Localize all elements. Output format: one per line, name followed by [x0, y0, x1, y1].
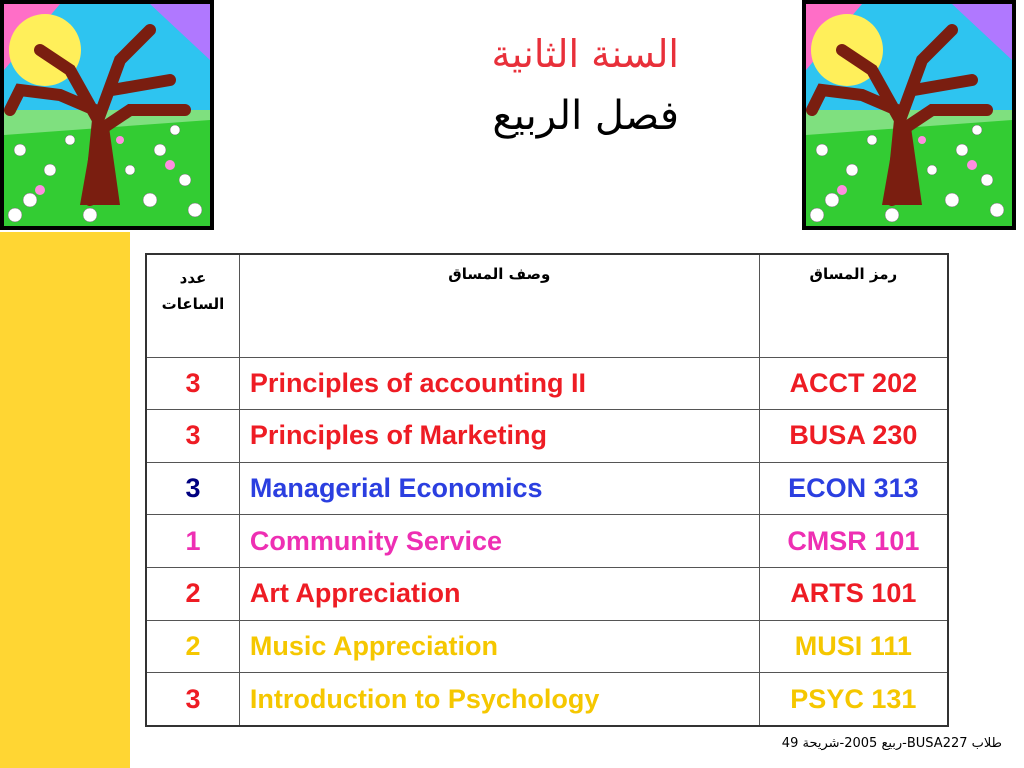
title-line-semester: فصل الربيع	[492, 93, 679, 139]
table-row	[146, 357, 948, 410]
cell-credit-hours: 3	[146, 357, 239, 410]
table-row	[146, 620, 948, 673]
cell-credit-hours: 3	[146, 462, 239, 515]
table-row	[146, 673, 948, 726]
cell-course-description: Principles of accounting II	[239, 357, 759, 410]
cell-course-description: Introduction to Psychology	[239, 673, 759, 726]
header-credit-hours	[146, 254, 239, 357]
course-table	[145, 253, 949, 727]
cell-course-code: ACCT 202	[759, 357, 948, 410]
tree-clipart-icon	[802, 0, 1016, 230]
cell-credit-hours: 3	[146, 410, 239, 463]
cell-course-code: CMSR 101	[759, 515, 948, 568]
table-row	[146, 462, 948, 515]
table-row	[146, 568, 948, 621]
cell-course-description: Principles of Marketing	[239, 410, 759, 463]
slide-title	[491, 28, 679, 146]
tree-clipart-icon	[0, 0, 214, 230]
cell-course-code: BUSA 230	[759, 410, 948, 463]
side-accent-bar	[0, 232, 130, 768]
header-course-code: رمز المساق	[759, 254, 948, 357]
header-hours-line2: الساعات	[161, 295, 225, 313]
slide-footer: طلاب BUSA227-ربيع 2005-شريحة 49	[781, 736, 1002, 751]
cell-course-description: Art Appreciation	[239, 568, 759, 621]
cell-course-description: Managerial Economics	[239, 462, 759, 515]
table-header-row	[146, 254, 948, 357]
cell-course-description: Community Service	[239, 515, 759, 568]
table-row	[146, 515, 948, 568]
header-hours-line1: عدد	[179, 269, 207, 287]
cell-course-code: MUSI 111	[759, 620, 948, 673]
cell-credit-hours: 3	[146, 673, 239, 726]
cell-course-code: ECON 313	[759, 462, 948, 515]
cell-course-code: ARTS 101	[759, 568, 948, 621]
cell-course-code: PSYC 131	[759, 673, 948, 726]
header-course-description: وصف المساق	[239, 254, 759, 357]
cell-credit-hours: 2	[146, 620, 239, 673]
title-line-year: السنة الثانية	[491, 32, 679, 76]
cell-credit-hours: 2	[146, 568, 239, 621]
cell-credit-hours: 1	[146, 515, 239, 568]
cell-course-description: Music Appreciation	[239, 620, 759, 673]
table-row	[146, 410, 948, 463]
